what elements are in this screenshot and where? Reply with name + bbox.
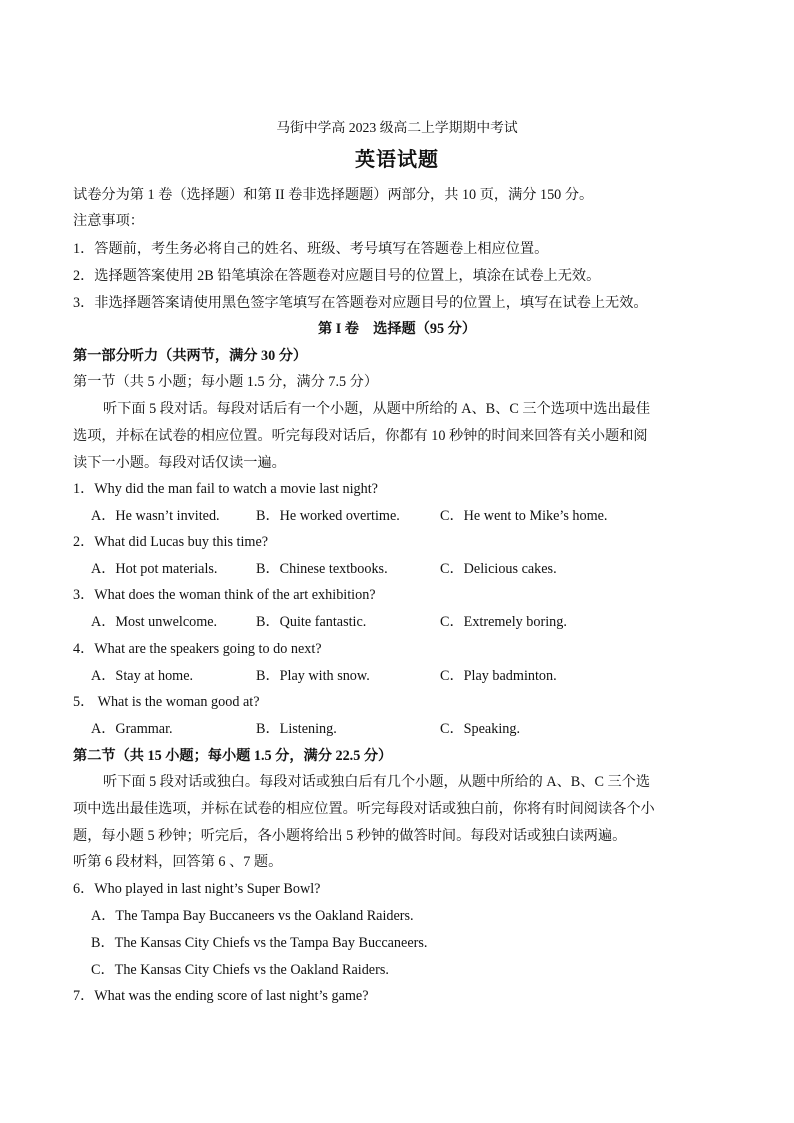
- option-a: A．The Tampa Bay Buccaneers vs the Oakland Raiders.: [91, 908, 414, 924]
- option-a: A．Grammar.: [91, 721, 173, 737]
- section-instructions: 读下一小题。每段对话仅读一遍。: [73, 455, 286, 471]
- option-c: C．The Kansas City Chiefs vs the Oakland Raiders.: [91, 962, 389, 978]
- section-instructions: 听下面 5 段对话。每段对话后有一个小题，从题中所给的 A、B、C 三个选项中选出最佳: [103, 401, 651, 417]
- option-a: A．Hot pot materials.: [91, 561, 218, 577]
- section-instructions: 题，每小题 5 秒钟；听完后，各小题将给出 5 秒钟的做答时间。每段对话或独白读两遍。: [73, 828, 627, 844]
- option-c: C．Extremely boring.: [440, 614, 567, 630]
- question-stem: 3．What does the woman think of the art exhibition?: [73, 587, 376, 603]
- option-a: A．Stay at home.: [91, 668, 194, 684]
- school-title: 马街中学高 2023 级高二上学期期中考试: [276, 120, 518, 135]
- option-a: A．He wasn’t invited.: [91, 508, 220, 524]
- part-title: 第一部分听力（共两节，满分 30 分）: [73, 348, 308, 364]
- option-c: C．Play badminton.: [440, 668, 557, 684]
- question-stem: 5． What is the woman good at?: [73, 694, 260, 710]
- subject-title: 英语试题: [355, 149, 439, 171]
- question-stem: 2．What did Lucas buy this time?: [73, 534, 269, 550]
- material-note: 听第 6 段材料，回答第 6 、7 题。: [73, 854, 283, 870]
- question-stem: 4．What are the speakers going to do next?: [73, 641, 322, 657]
- question-stem: 6．Who played in last night’s Super Bowl?: [73, 881, 321, 897]
- notice-item: 3．非选择题答案请使用黑色签字笔填写在答题卷对应题目号的位置上，填写在试卷上无效。: [73, 295, 648, 311]
- option-b: B．Quite fantastic.: [256, 614, 367, 630]
- section-title: 第二节（共 15 小题；每小题 1.5 分，满分 22.5 分）: [73, 748, 393, 764]
- option-b: B．Listening.: [256, 721, 337, 737]
- option-b: B．Chinese textbooks.: [256, 561, 388, 577]
- option-b: B．Play with snow.: [256, 668, 370, 684]
- volume-title: 第 I 卷 选择题（95 分）: [317, 321, 477, 337]
- option-b: B．The Kansas City Chiefs vs the Tampa Bay Buccaneers.: [91, 935, 428, 951]
- notice-label: 注意事项：: [73, 213, 144, 229]
- section-instructions: 听下面 5 段对话或独白。每段对话或独白后有几个小题，从题中所给的 A、B、C 三个选: [103, 774, 651, 790]
- notice-item: 1．答题前，考生务必将自己的姓名、班级、考号填写在答题卷上相应位置。: [73, 241, 549, 257]
- option-c: C．Speaking.: [440, 721, 520, 737]
- question-stem: 1．Why did the man fail to watch a movie last night?: [73, 481, 378, 497]
- paper-description: 试卷分为第 1 卷（选择题）和第 II 卷非选择题题）两部分，共 10 页，满分 150 分。: [73, 187, 594, 203]
- option-b: B．He worked overtime.: [256, 508, 400, 524]
- option-c: C．He went to Mike’s home.: [440, 508, 608, 524]
- section-title: 第一节（共 5 小题；每小题 1.5 分，满分 7.5 分）: [73, 374, 379, 390]
- question-stem: 7．What was the ending score of last night’s game?: [73, 988, 369, 1004]
- notice-item: 2．选择题答案使用 2B 铅笔填涂在答题卷对应题目号的位置上，填涂在试卷上无效。: [73, 268, 601, 284]
- section-instructions: 选项，并标在试卷的相应位置。听完每段对话后，你都有 10 秒钟的时间来回答有关小题和阅: [73, 428, 648, 444]
- option-a: A．Most unwelcome.: [91, 614, 218, 630]
- section-instructions: 项中选出最佳选项，并标在试卷的相应位置。听完每段对话或独白前，你将有时间阅读各个小: [73, 801, 655, 817]
- option-c: C．Delicious cakes.: [440, 561, 557, 577]
